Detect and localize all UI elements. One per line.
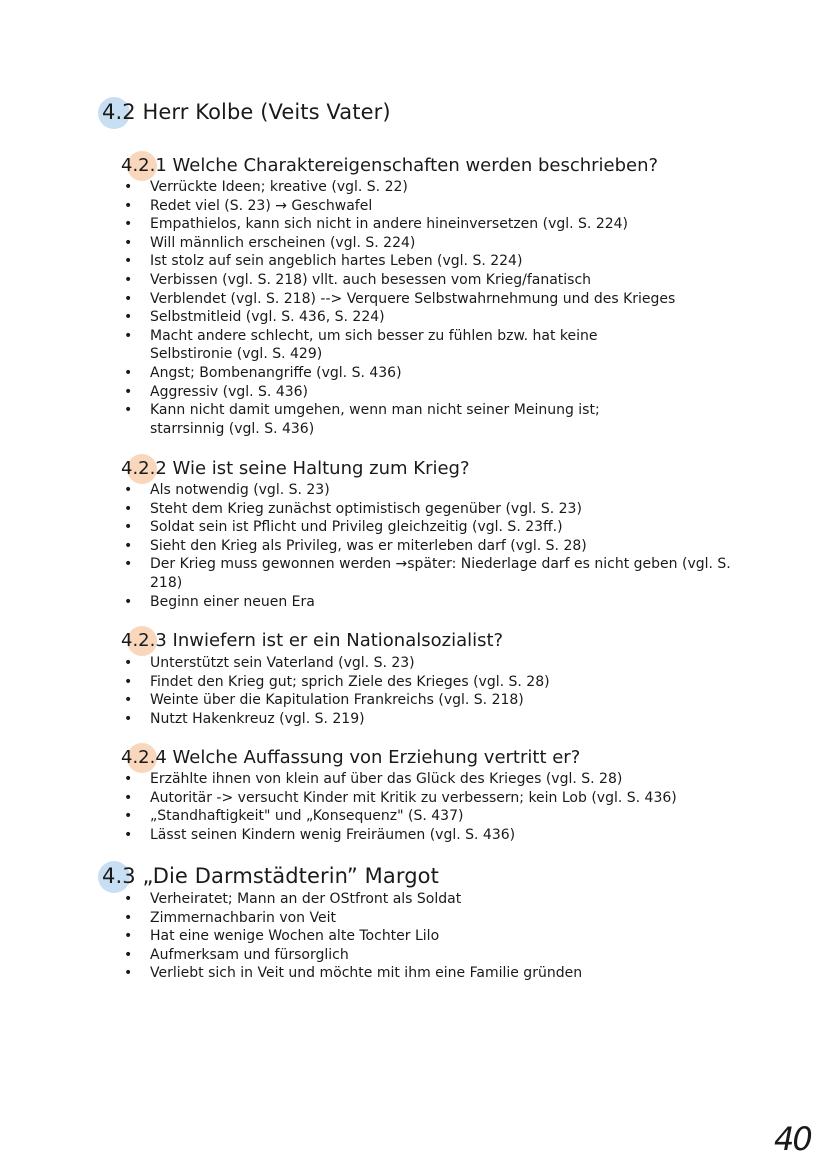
list-item: • Autoritär -> versucht Kinder mit Kritik zu verbessern; kein Lob (vgl. S. 436) — [121, 789, 731, 808]
section-heading-4-2 — [102, 100, 391, 124]
list-item: • Steht dem Krieg zunächst optimistisch gegenüber (vgl. S. 23) — [121, 500, 731, 519]
section-title: Herr Kolbe (Veits Vater) — [142, 100, 391, 124]
list-item: • Findet den Krieg gut; sprich Ziele des Krieges (vgl. S. 28) — [121, 673, 731, 692]
list-item: • Ist stolz auf sein angeblich hartes Leben (vgl. S. 224) — [121, 252, 731, 271]
list-item: • Als notwendig (vgl. S. 23) — [121, 481, 731, 500]
list-item: • Lässt seinen Kindern wenig Freiräumen (vgl. S. 436) — [121, 826, 731, 845]
list-item: • Empathielos, kann sich nicht in andere hineinversetzen (vgl. S. 224) — [121, 215, 731, 234]
subsection-number: 4.2.4 — [121, 747, 167, 768]
list-item: • Selbstmitleid (vgl. S. 436, S. 224) — [121, 308, 731, 327]
subsection-title: Inwiefern ist er ein Nationalsozialist? — [172, 630, 504, 651]
list-item: • Verblendet (vgl. S. 218) --> Verquere Selbstwahrnehmung und des Krieges — [121, 290, 731, 309]
subsection-heading-4-2-1 — [121, 155, 658, 176]
section-heading-4-3 — [102, 864, 439, 888]
list-item: • Angst; Bombenangriffe (vgl. S. 436) — [121, 364, 731, 383]
list-item: • Hat eine wenige Wochen alte Tochter Lilo — [121, 927, 731, 946]
list-item: • Redet viel (S. 23) → Geschwafel — [121, 197, 731, 216]
section-number: 4.3 — [102, 864, 136, 888]
bullet-list-4-3 — [121, 890, 731, 983]
list-item: • Soldat sein ist Pflicht und Privileg gleichzeitig (vgl. S. 23ff.) — [121, 518, 731, 537]
list-item: • Verbissen (vgl. S. 218) vllt. auch besessen vom Krieg/fanatisch — [121, 271, 731, 290]
list-item: • Weinte über die Kapitulation Frankreichs (vgl. S. 218) — [121, 691, 731, 710]
section-number: 4.2 — [102, 100, 136, 124]
bullet-list-4-2-1 — [121, 178, 731, 438]
subsection-heading-4-2-2 — [121, 458, 470, 479]
list-item: • Aufmerksam und fürsorglich — [121, 946, 731, 965]
list-item: • Unterstützt sein Vaterland (vgl. S. 23) — [121, 654, 731, 673]
subsection-heading-4-2-4 — [121, 747, 580, 768]
subsection-number: 4.2.2 — [121, 458, 167, 479]
list-item: • Verliebt sich in Veit und möchte mit ihm eine Familie gründen — [121, 964, 731, 983]
list-item: • Macht andere schlecht, um sich besser zu fühlen bzw. hat keine Selbstironie (vgl. S. 429) — [121, 327, 640, 364]
section-title: „Die Darmstädterin” Margot — [142, 864, 439, 888]
subsection-title: Welche Charaktereigenschaften werden beschrieben? — [172, 155, 659, 176]
page-number: 40 — [774, 1120, 811, 1158]
list-item: • Sieht den Krieg als Privileg, was er miterleben darf (vgl. S. 28) — [121, 537, 731, 556]
list-item: • Kann nicht damit umgehen, wenn man nicht seiner Meinung ist; starrsinnig (vgl. S. 436) — [121, 401, 660, 438]
list-item: • Beginn einer neuen Era — [121, 593, 731, 612]
list-item: • „Standhaftigkeit" und „Konsequenz" (S. 437) — [121, 807, 731, 826]
bullet-list-4-2-3 — [121, 654, 731, 728]
subsection-number: 4.2.1 — [121, 155, 167, 176]
bullet-list-4-2-4 — [121, 770, 731, 844]
subsection-number: 4.2.3 — [121, 630, 167, 651]
list-item: • Aggressiv (vgl. S. 436) — [121, 383, 731, 402]
list-item: • Verrückte Ideen; kreative (vgl. S. 22) — [121, 178, 731, 197]
list-item: • Der Krieg muss gewonnen werden →später: Niederlage darf es nicht geben (vgl. S. 218) — [121, 555, 750, 592]
subsection-heading-4-2-3 — [121, 630, 503, 651]
subsection-title: Wie ist seine Haltung zum Krieg? — [172, 458, 470, 479]
bullet-list-4-2-2 — [121, 481, 731, 611]
subsection-title: Welche Auffassung von Erziehung vertritt er? — [172, 747, 581, 768]
list-item: • Verheiratet; Mann an der OStfront als Soldat — [121, 890, 731, 909]
list-item: • Will männlich erscheinen (vgl. S. 224) — [121, 234, 731, 253]
list-item: • Erzählte ihnen von klein auf über das Glück des Krieges (vgl. S. 28) — [121, 770, 731, 789]
list-item: • Zimmernachbarin von Veit — [121, 909, 731, 928]
list-item: • Nutzt Hakenkreuz (vgl. S. 219) — [121, 710, 731, 729]
